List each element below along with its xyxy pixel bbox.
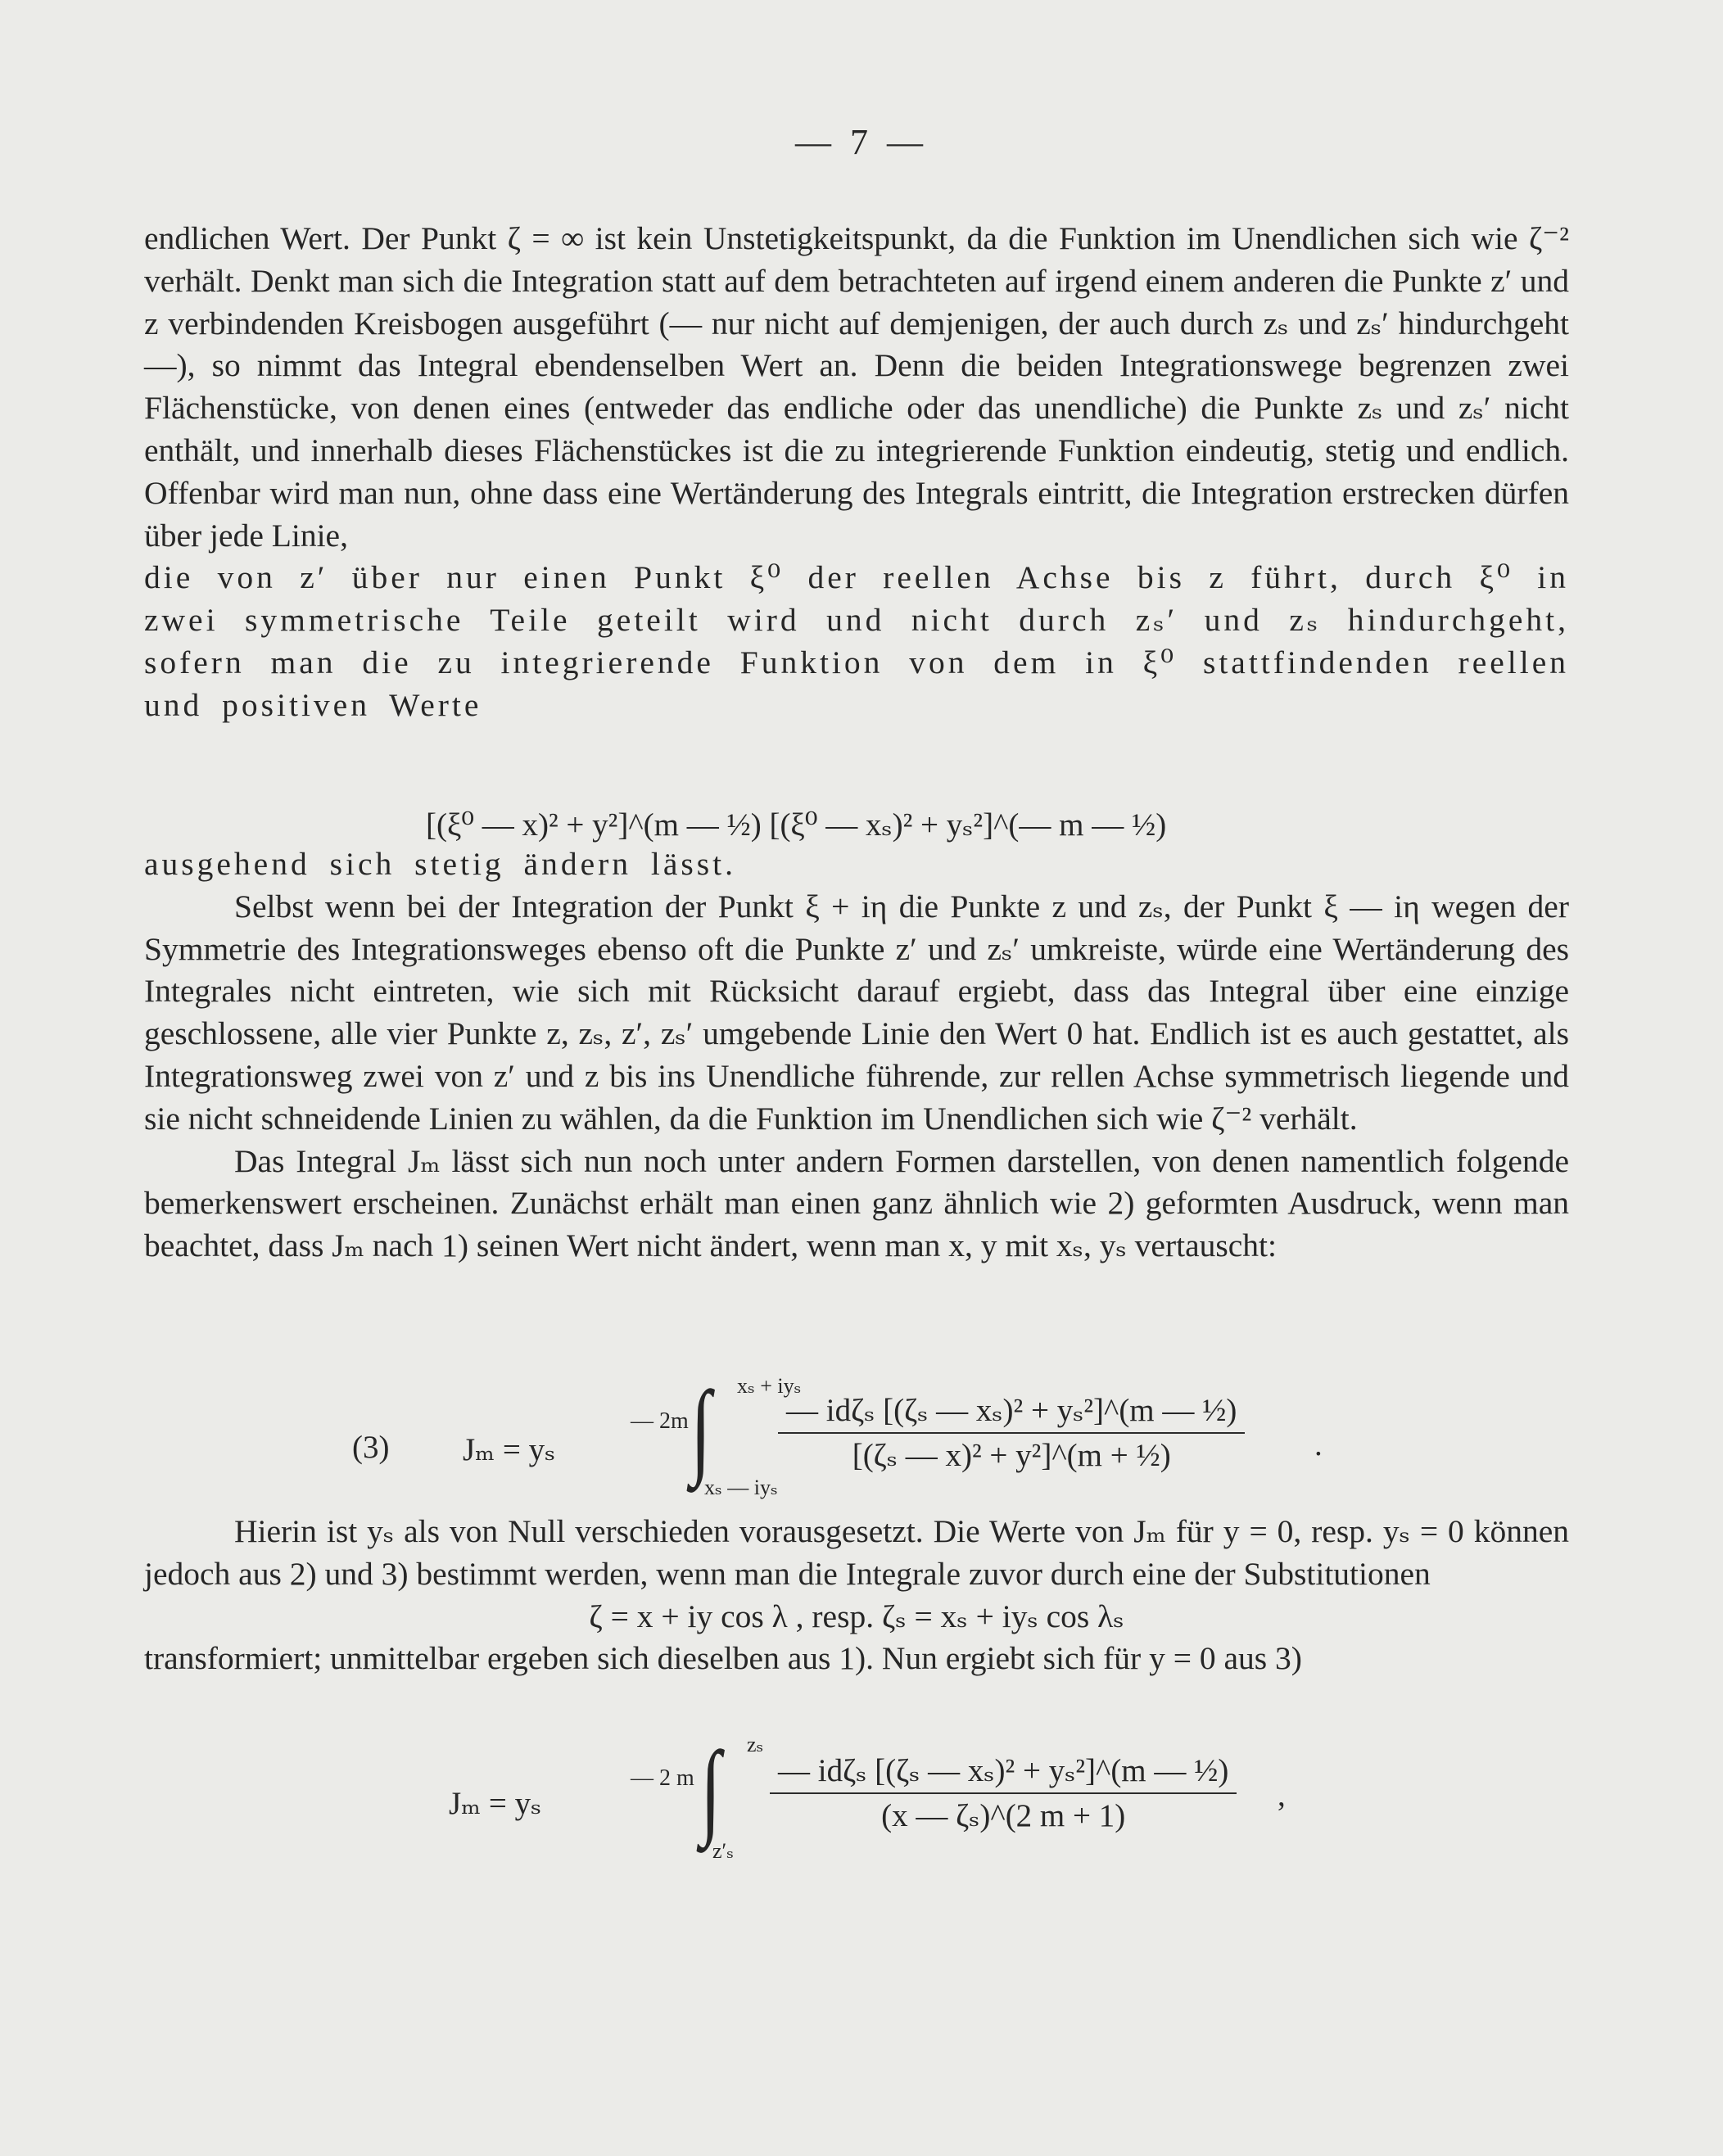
substitutions: ζ = x + iy cos λ , resp. ζₛ = xₛ + iyₛ cos λₛ: [589, 1598, 1124, 1634]
page-number: — 7 —: [795, 122, 928, 162]
equation-3-fraction: [778, 1392, 1245, 1474]
integral-sign: ∫: [690, 1370, 712, 1488]
equation-4-lhs: Jₘ = yₛ: [449, 1786, 542, 1821]
body-text-block-2: [144, 843, 1569, 1268]
body-text-block-3: [144, 1511, 1569, 1680]
paragraph-1-end: ausgehend sich stetig ändern lässt.: [144, 846, 736, 882]
equation-4-power: — 2 m: [631, 1765, 694, 1791]
equation-4-numerator: — idζₛ [(ζₛ — xₛ)² + yₛ²]^(m — ½): [770, 1752, 1237, 1794]
equation-3-lower-limit: xₛ — iyₛ: [704, 1476, 778, 1499]
equation-4-fraction: [770, 1752, 1237, 1834]
equation-4-upper-limit: zₛ: [747, 1733, 764, 1756]
equation-3-power: — 2m: [631, 1408, 689, 1434]
paragraph-1: endlichen Wert. Der Punkt ζ = ∞ ist kein Unstetigkeitspunkt, da die Funktion im Unendlichen sich wie ζ⁻² verhält. Denkt man sich die Integration statt auf dem betrachteten auf irgend einem anderen die Punkte z′ und z verbindenden Kreisbogen ausgeführt (— nur nicht auf demjenigen, der auch durch zₛ und zₛ′ hindurchgeht —), so nimmt das Integral ebendenselben Wert an. Denn die beiden Integrationswege begrenzen zwei Flächenstücke, von denen eines (entweder das endliche oder das unendliche) die Punkte zₛ und zₛ′ nicht enthält, und innerhalb dieses Flächenstückes ist die zu integrierende Funktion eindeutig, stetig und endlich. Offenbar wird man nun, ohne dass eine Wertänderung des Integrals eintritt, die Integration erstrecken dürfen über jede Linie,: [144, 220, 1569, 554]
equation-3-label: (3): [352, 1430, 390, 1465]
equation-3-denominator: [(ζₛ — x)² + y²]^(m + ½): [852, 1438, 1171, 1473]
equation-3-numerator: — idζₛ [(ζₛ — xₛ)² + yₛ²]^(m — ½): [778, 1392, 1245, 1434]
equation-3-upper-limit: xₛ + iyₛ: [737, 1374, 802, 1398]
equation-4-lower-limit: z′ₛ: [712, 1839, 734, 1863]
paragraph-2: Selbst wenn bei der Integration der Punkt ξ + iη die Punkte z und zₛ, der Punkt ξ — iη wegen der Symmetrie des Integrationsweges ebenso oft die Punkte z′ und zₛ′ umkreiste, würde eine Wertänderung des Integrales nicht eintreten, wie sich mit Rücksicht darauf ergiebt, dass das Integral über eine einzige geschlossene, alle vier Punkte z, zₛ, z′, zₛ′ umgebende Linie den Wert 0 hat. Endlich ist es auch gestattet, als Integrationsweg zwei von z′ und z bis ins Unendliche führende, zur rellen Achse symmetrisch liegende und sie nicht schneidende Linien zu wählen, da die Funktion im Unendlichen sich wie ζ⁻² verhält.: [144, 888, 1569, 1137]
paragraph-3: Das Integral Jₘ lässt sich nun noch unter andern Formen darstellen, von denen namentlich folgende bemerkenswert erscheinen. Zunächst erhält man einen ganz ähnlich wie 2) geformten Ausdruck, wenn man beachtet, dass Jₘ nach 1) seinen Wert nicht ändert, wenn man x, y mit xₛ, yₛ vertauscht:: [144, 1142, 1569, 1264]
body-text-block-1: [144, 218, 1569, 727]
equation-3-end: .: [1314, 1427, 1323, 1462]
equation-4-end: ,: [1278, 1778, 1286, 1813]
equation-4-denominator: (x — ζₛ)^(2 m + 1): [881, 1798, 1126, 1833]
paragraph-4: Hierin ist yₛ als von Null verschieden vorausgesetzt. Die Werte von Jₘ für y = 0, resp. yₛ = 0 können jedoch aus 2) und 3) bestimmt werden, wenn man die Integrale zuvor durch eine der Substitutionen: [144, 1513, 1569, 1592]
inline-equation-expression: [(ξ⁰ — x)² + y²]^(m — ½) [(ξ⁰ — xₛ)² + yₛ²]^(— m — ½): [426, 807, 1167, 843]
paragraph-5: transformiert; unmittelbar ergeben sich dieselben aus 1). Nun ergiebt sich für y = 0 aus 3): [144, 1640, 1302, 1677]
equation-3-lhs: Jₘ = yₛ: [463, 1432, 556, 1467]
integral-sign: ∫: [700, 1730, 721, 1848]
paragraph-1-spaced: die von z′ über nur einen Punkt ξ⁰ der reellen Achse bis z führt, durch ξ⁰ in zwei symmetrische Teile geteilt wird und nicht durch zₛ′ und zₛ hindurchgeht, sofern man die zu integrierende Funktion von dem in ξ⁰ stattfindenden reellen und positiven Werte: [144, 559, 1569, 723]
